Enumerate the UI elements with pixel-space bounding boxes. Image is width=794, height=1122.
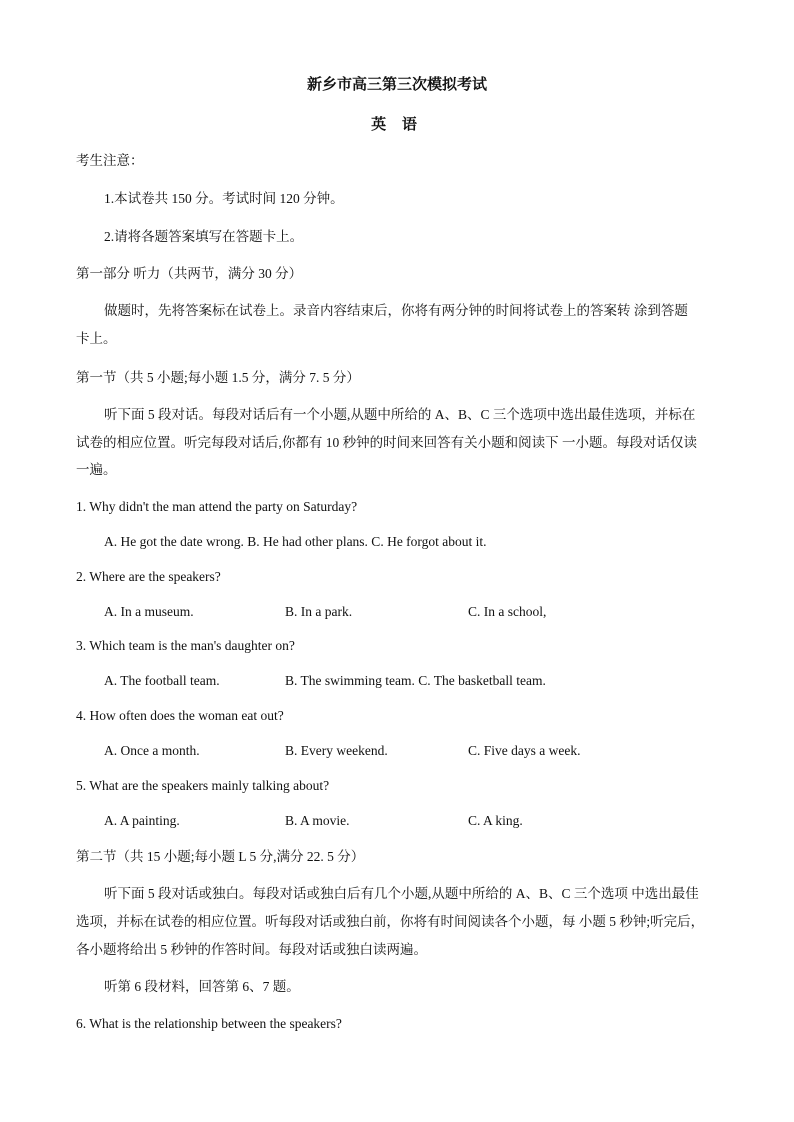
option-c: C. In a school, (468, 604, 547, 619)
section1-intro-line: 听下面 5 段对话。每段对话后有一个小题,从题中所给的 A、B、C 三个选项中选出最佳选项，并标在 (104, 407, 696, 422)
question-stem: 1. Why didn't the man attend the party on Saturday? (76, 499, 358, 514)
option-a: A. Once a month. (104, 743, 200, 758)
section1-heading: 第一节（共 5 小题;每小题 1.5 分，满分 7. 5 分） (76, 370, 360, 385)
part1-intro-line: 卡上。 (76, 331, 117, 346)
option-a: A. In a museum. (104, 604, 194, 619)
question-options: A. He got the date wrong. B. He had other plans. C. He forgot about it. (104, 534, 487, 549)
section1-intro-line: 一遍。 (76, 462, 117, 477)
question-stem: 5. What are the speakers mainly talking about? (76, 778, 330, 793)
notice-item: 2.请将各题答案填写在答题卡上。 (104, 229, 304, 244)
material-instruction: 听第 6 段材料，回答第 6、7 题。 (104, 979, 300, 994)
option-b: B. In a park. (285, 604, 353, 619)
section2-intro-line: 听下面 5 段对话或独白。每段对话或独白后有几个小题,从题中所给的 A、B、C 三个选项 中选出最佳 (104, 886, 699, 901)
section2-heading: 第二节（共 15 小题;每小题 L 5 分,满分 22. 5 分） (76, 849, 365, 864)
part1-heading: 第一部分 听力（共两节，满分 30 分） (76, 266, 303, 281)
option-a: A. The football team. (104, 673, 220, 688)
question-stem: 6. What is the relationship between the speakers? (76, 1016, 342, 1031)
option-a: A. A painting. (104, 813, 180, 828)
notice-heading: 考生注意： (76, 153, 144, 168)
option-b: B. Every weekend. (285, 743, 388, 758)
section2-intro-line: 选项，并标在试卷的相应位置。听每段对话或独白前，你将有时间阅读各个小题，每 小题 5 秒钟;听完后， (76, 914, 705, 929)
question-stem: 3. Which team is the man's daughter on? (76, 638, 295, 653)
question-stem: 2. Where are the speakers? (76, 569, 221, 584)
option-bc: B. The swimming team. C. The basketball team. (285, 673, 546, 688)
subject-title: 英 语 (371, 117, 423, 133)
section2-intro-line: 各小题将给出 5 秒钟的作答时间。每段对话或独白读两遍。 (76, 942, 427, 957)
option-c: C. Five days a week. (468, 743, 581, 758)
option-b: B. A movie. (285, 813, 350, 828)
part1-intro-line: 做题时，先将答案标在试卷上。录音内容结束后，你将有两分钟的时间将试卷上的答案转 涂到答题 (104, 303, 688, 318)
section1-intro-line: 试卷的相应位置。听完每段对话后,你都有 10 秒钟的时间来回答有关小题和阅读下 一小题。每段对话仅读 (76, 435, 697, 450)
exam-title: 新乡市高三第三次模拟考试 (306, 77, 487, 93)
notice-item: 1.本试卷共 150 分。考试时间 120 分钟。 (104, 191, 344, 206)
question-stem: 4. How often does the woman eat out? (76, 708, 284, 723)
option-c: C. A king. (468, 813, 523, 828)
